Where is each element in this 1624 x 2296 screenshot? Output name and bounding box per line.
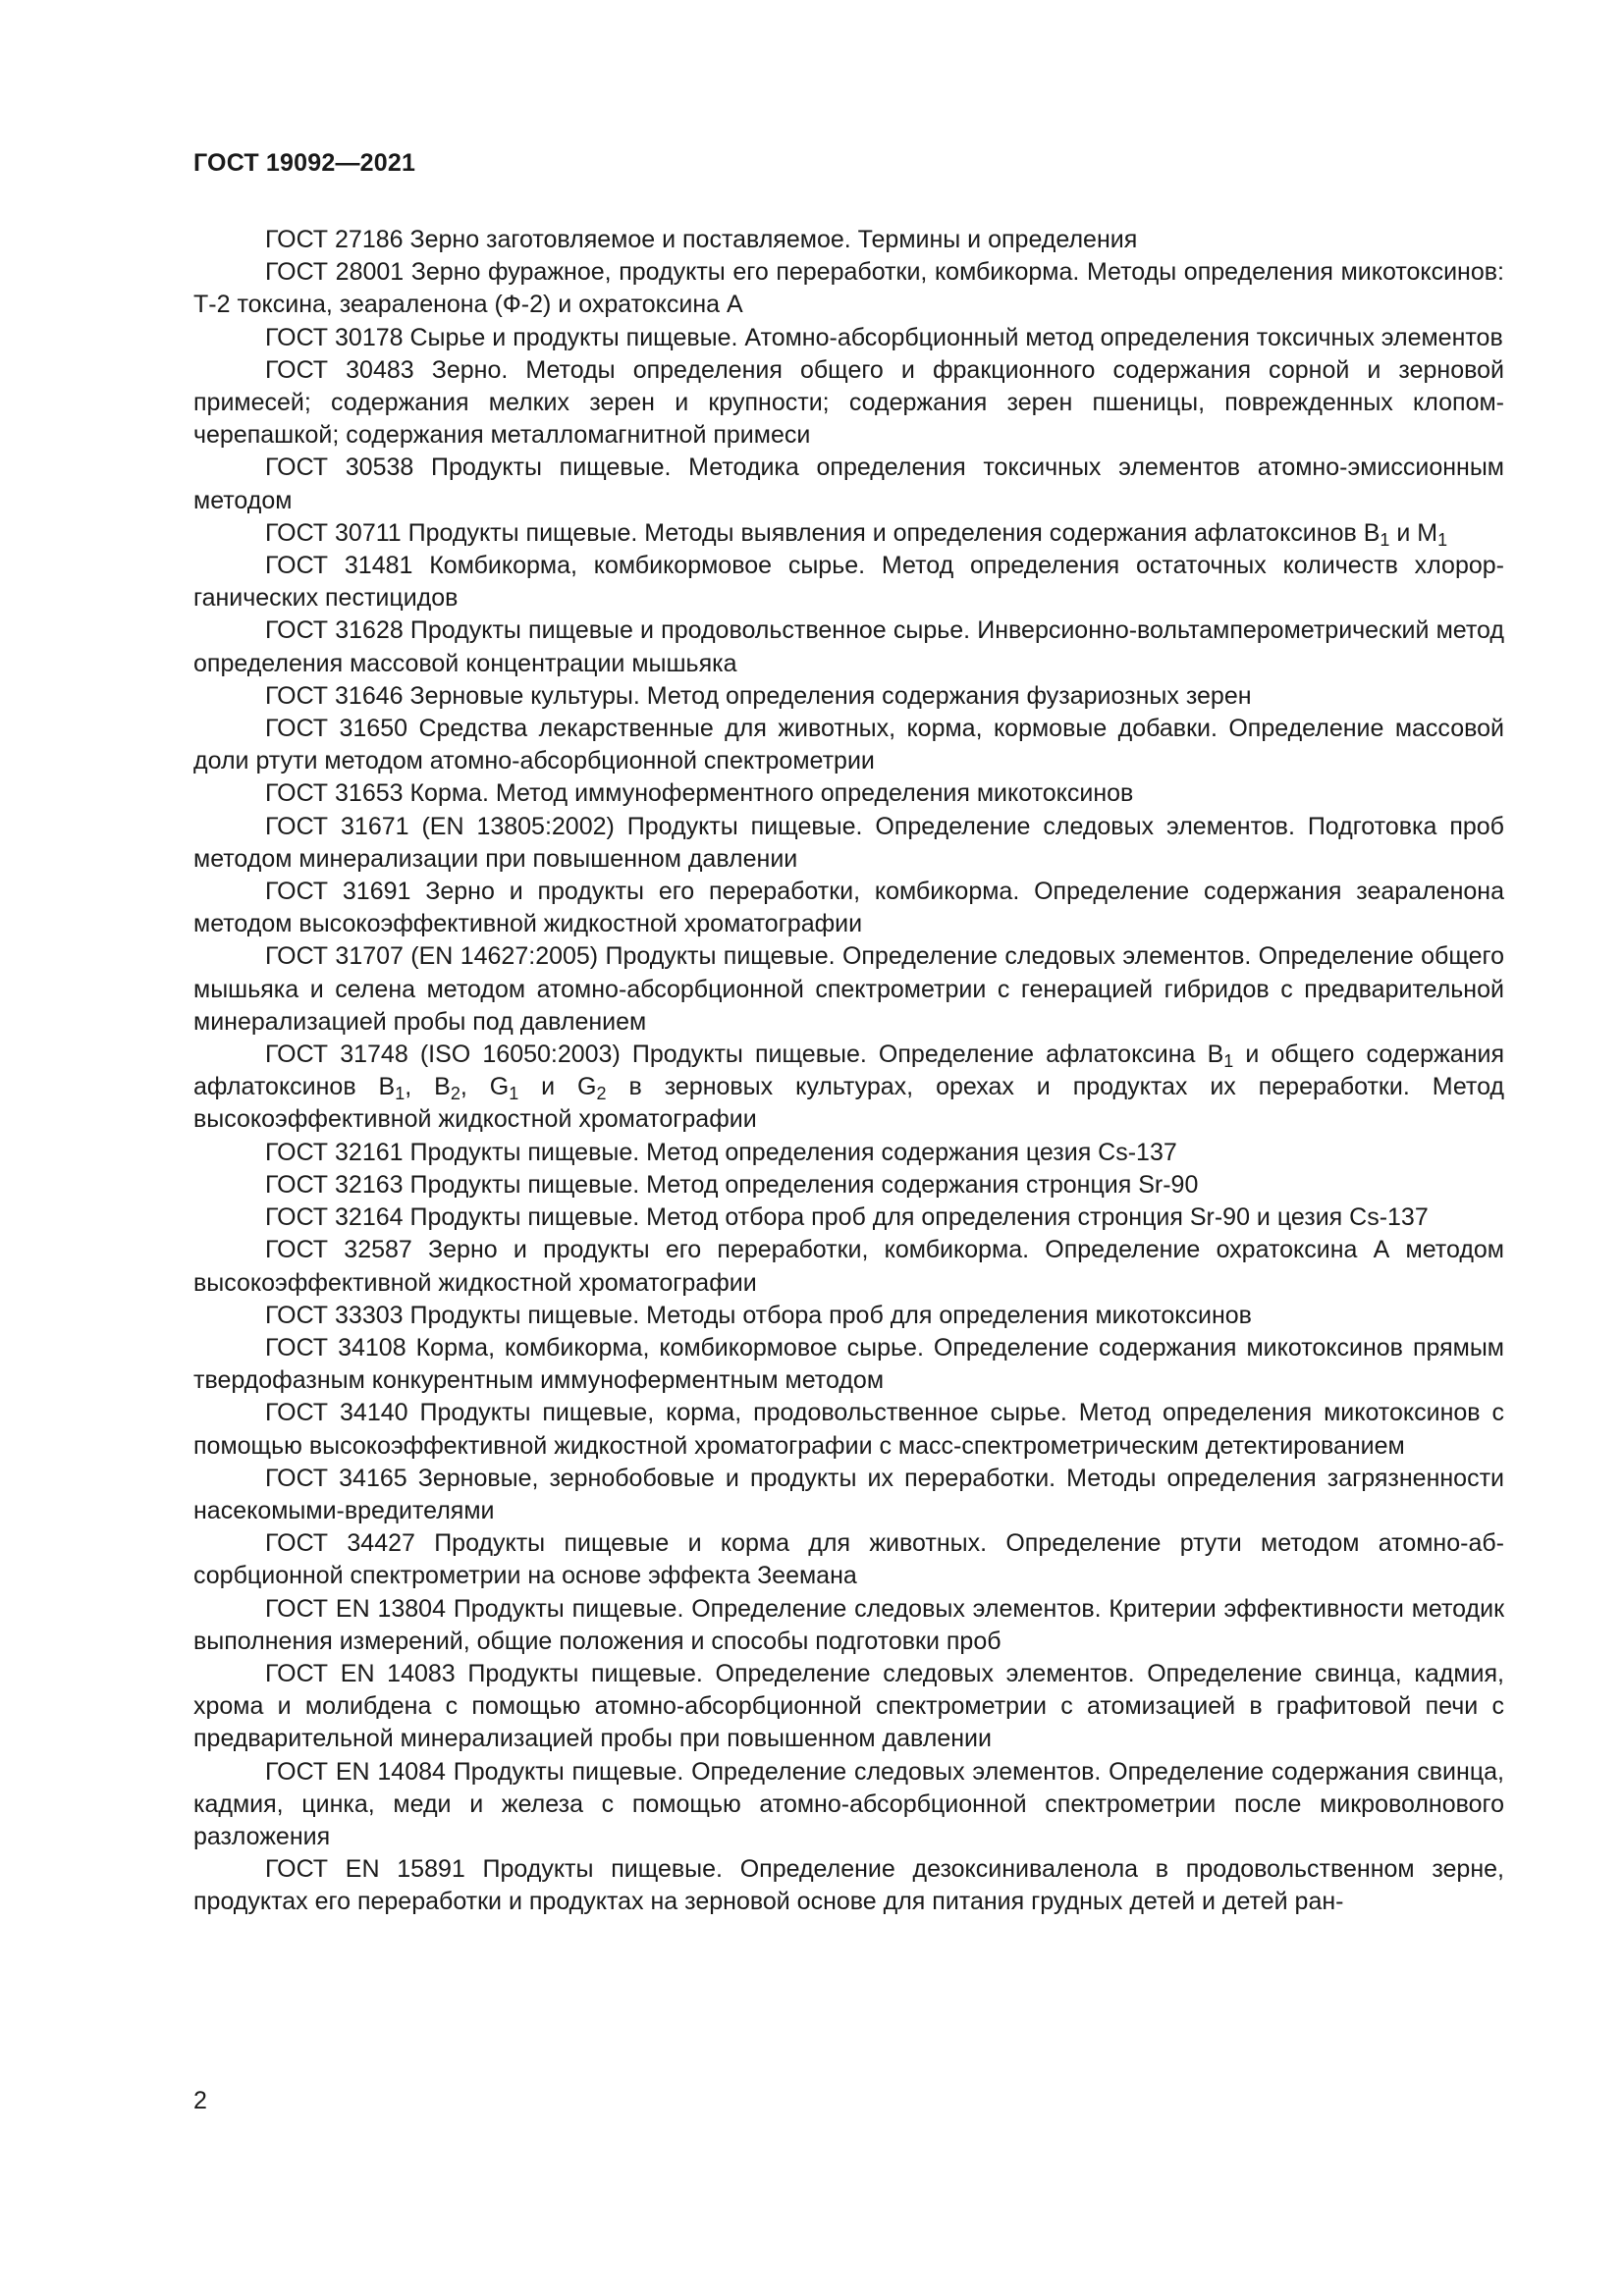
reference-entry [193, 1039, 1504, 1137]
reference-entry [193, 777, 1504, 810]
reference-text: ГОСТ 28001 Зерно фуражное, продукты его переработки, комбикорма. Методы определения микотоксинов: Т-2 токсина, зеараленона (Ф-2) и охратоксина А [193, 258, 1504, 319]
reference-entry [193, 322, 1504, 354]
reference-text: и М [1389, 518, 1438, 547]
subscript: 1 [1223, 1051, 1234, 1072]
reference-entry [193, 1527, 1504, 1592]
subscript: 1 [1437, 529, 1448, 550]
subscript: 2 [596, 1084, 607, 1104]
reference-text: в зерновых культурах, орехах и продуктах их переработки. Метод высокоэффективной жидкостной хроматографии [193, 1073, 1505, 1134]
reference-text: ГОСТ 34427 Продукты пищевые и корма для животных. Определение ртути методом атомно-абсорбционной спектрометрии на основе эффекта Зеемана [193, 1529, 1504, 1590]
reference-text: ГОСТ 27186 Зерно заготовляемое и поставляемое. Термины и определения [265, 226, 1138, 253]
reference-entry [193, 1658, 1504, 1756]
reference-entry [193, 452, 1504, 516]
reference-text: ГОСТ 31628 Продукты пищевые и продовольственное сырье. Инверсионно-вольтамперометрический метод определения массовой концентрации мышьяка [193, 616, 1504, 677]
reference-entry [193, 811, 1504, 876]
reference-text: ГОСТ 33303 Продукты пищевые. Методы отбора проб для определения микотоксинов [265, 1301, 1252, 1329]
subscript: 1 [1380, 529, 1390, 550]
reference-entry [193, 1234, 1504, 1299]
reference-entry [193, 256, 1504, 321]
reference-entry [193, 517, 1504, 550]
reference-entry [193, 1137, 1504, 1169]
reference-text: ГОСТ 34108 Корма, комбикорма, комбикормовое сырье. Определение содержания микотоксинов прямым твердофазным конкурентным иммуноферментным методом [193, 1333, 1504, 1395]
subscript: 1 [395, 1084, 406, 1104]
reference-text: ГОСТ EN 15891 Продукты пищевые. Определение дезоксиниваленола в продовольственном зерне, продуктах его переработки и продуктах на зерновой основе для питания грудных детей и детей ран- [193, 1855, 1504, 1916]
reference-text: ГОСТ 31691 Зерно и продукты его переработки, комбикорма. Определение содержания зеараленона методом высокоэффективной жидкостной хроматографии [193, 878, 1504, 938]
reference-entry [193, 550, 1504, 614]
reference-text: ГОСТ 30711 Продукты пищевые. Методы выявления и определения содержания афлатоксинов В [265, 518, 1380, 547]
reference-text: и общего содержания афлатоксинов В [193, 1041, 1505, 1101]
reference-text: ГОСТ EN 14083 Продукты пищевые. Определение следовых элементов. Определение свинца, кадмия, хрома и молибдена с помощью атомно-абсорбционной спектрометрии с атомизацией в графитовой печи с предварительной минерализацией пробы при повышенном давлении [193, 1659, 1504, 1753]
reference-entry [193, 1397, 1504, 1462]
reference-entry [193, 713, 1504, 777]
reference-entry [193, 940, 1504, 1039]
reference-entry [193, 1201, 1504, 1234]
reference-entry [193, 1169, 1504, 1201]
document-header: ГОСТ 19092—2021 [193, 149, 416, 177]
reference-text: ГОСТ 31748 (ISO 16050:2003) Продукты пищевые. Определение афлатоксина В [265, 1041, 1224, 1069]
reference-entry [193, 876, 1504, 940]
reference-text: ГОСТ EN 13804 Продукты пищевые. Определение следовых элементов. Критерии эффективности методик выполнения измерений, общие положения и способы подготовки проб [193, 1594, 1504, 1655]
reference-text: , G [460, 1073, 510, 1101]
reference-text: и G [518, 1073, 597, 1101]
reference-text: ГОСТ EN 14084 Продукты пищевые. Определение следовых элементов. Определение содержания свинца, кадмия, цинка, меди и железа с помощью атомно-абсорбционной спектрометрии после микроволнового разложения [193, 1757, 1504, 1850]
reference-entry [193, 1853, 1504, 1918]
reference-entry [193, 1332, 1504, 1397]
reference-entry [193, 1593, 1504, 1658]
reference-text: ГОСТ 31646 Зерновые культуры. Метод определения содержания фузариозных зерен [265, 681, 1252, 710]
reference-text: ГОСТ 34165 Зерновые, зернобобовые и продукты их переработки. Методы определения загрязненности насекомыми-вредителями [193, 1464, 1504, 1524]
reference-entry [193, 614, 1504, 679]
reference-text: , В [405, 1073, 451, 1101]
reference-text: ГОСТ 32587 Зерно и продукты его переработки, комбикорма. Определение охратоксина А методом высокоэффективной жидкостной хроматографии [193, 1236, 1504, 1297]
subscript: 1 [509, 1084, 519, 1104]
reference-entry [193, 1756, 1504, 1854]
normative-references-list [193, 224, 1504, 1919]
subscript: 2 [450, 1084, 460, 1104]
reference-text: ГОСТ 32164 Продукты пищевые. Метод отбора проб для определения стронция Sr-90 и цезия Cs-137 [265, 1203, 1429, 1232]
reference-text: ГОСТ 31707 (EN 14627:2005) Продукты пищевые. Определение следовых элементов. Определение общего мышьяка и селена методом атомно-абсорбционной спектрометрии с генерацией гибридов с предварительной минерализацией пробы под давлением [193, 942, 1504, 1036]
reference-entry [193, 1300, 1504, 1332]
reference-text: ГОСТ 31653 Корма. Метод иммуноферментного определения микотоксинов [265, 779, 1134, 808]
reference-text: ГОСТ 30538 Продукты пищевые. Методика определения токсичных элементов атомно-эмиссионным методом [193, 454, 1504, 514]
reference-text: ГОСТ 31671 (EN 13805:2002) Продукты пищевые. Определение следовых элементов. Подготовка проб методом минерализации при повышенном давлении [193, 812, 1504, 873]
reference-text: ГОСТ 34140 Продукты пищевые, корма, продовольственное сырье. Метод определения микотоксинов с помощью высокоэффективной жидкостной хроматографии с масс-спектрометрическим детектированием [193, 1399, 1504, 1460]
reference-text: ГОСТ 30178 Сырье и продукты пищевые. Атомно-абсорбционный метод определения токсичных элементов [265, 323, 1503, 351]
reference-text: ГОСТ 31650 Средства лекарственные для животных, корма, кормовые добавки. Определение массовой доли ртути методом атомно-абсорбционной спектрометрии [193, 715, 1504, 775]
reference-text: ГОСТ 31481 Комбикорма, комбикормовое сырье. Метод определения остаточных количеств хлорорганических пестицидов [193, 552, 1504, 613]
reference-text: ГОСТ 32161 Продукты пищевые. Метод определения содержания цезия Cs-137 [265, 1138, 1177, 1166]
reference-entry [193, 224, 1504, 256]
reference-text: ГОСТ 32163 Продукты пищевые. Метод определения содержания стронция Sr-90 [265, 1170, 1199, 1199]
page-number: 2 [193, 2087, 207, 2114]
reference-entry [193, 1463, 1504, 1527]
reference-text: ГОСТ 30483 Зерно. Методы определения общего и фракционного содержания сорной и зерновой примесей; содержания мелких зерен и крупности; содержания зерен пшеницы, поврежденных клопом-черепашкой; содержания металломагнитной примеси [193, 355, 1504, 450]
reference-entry [193, 354, 1504, 453]
reference-entry [193, 680, 1504, 713]
